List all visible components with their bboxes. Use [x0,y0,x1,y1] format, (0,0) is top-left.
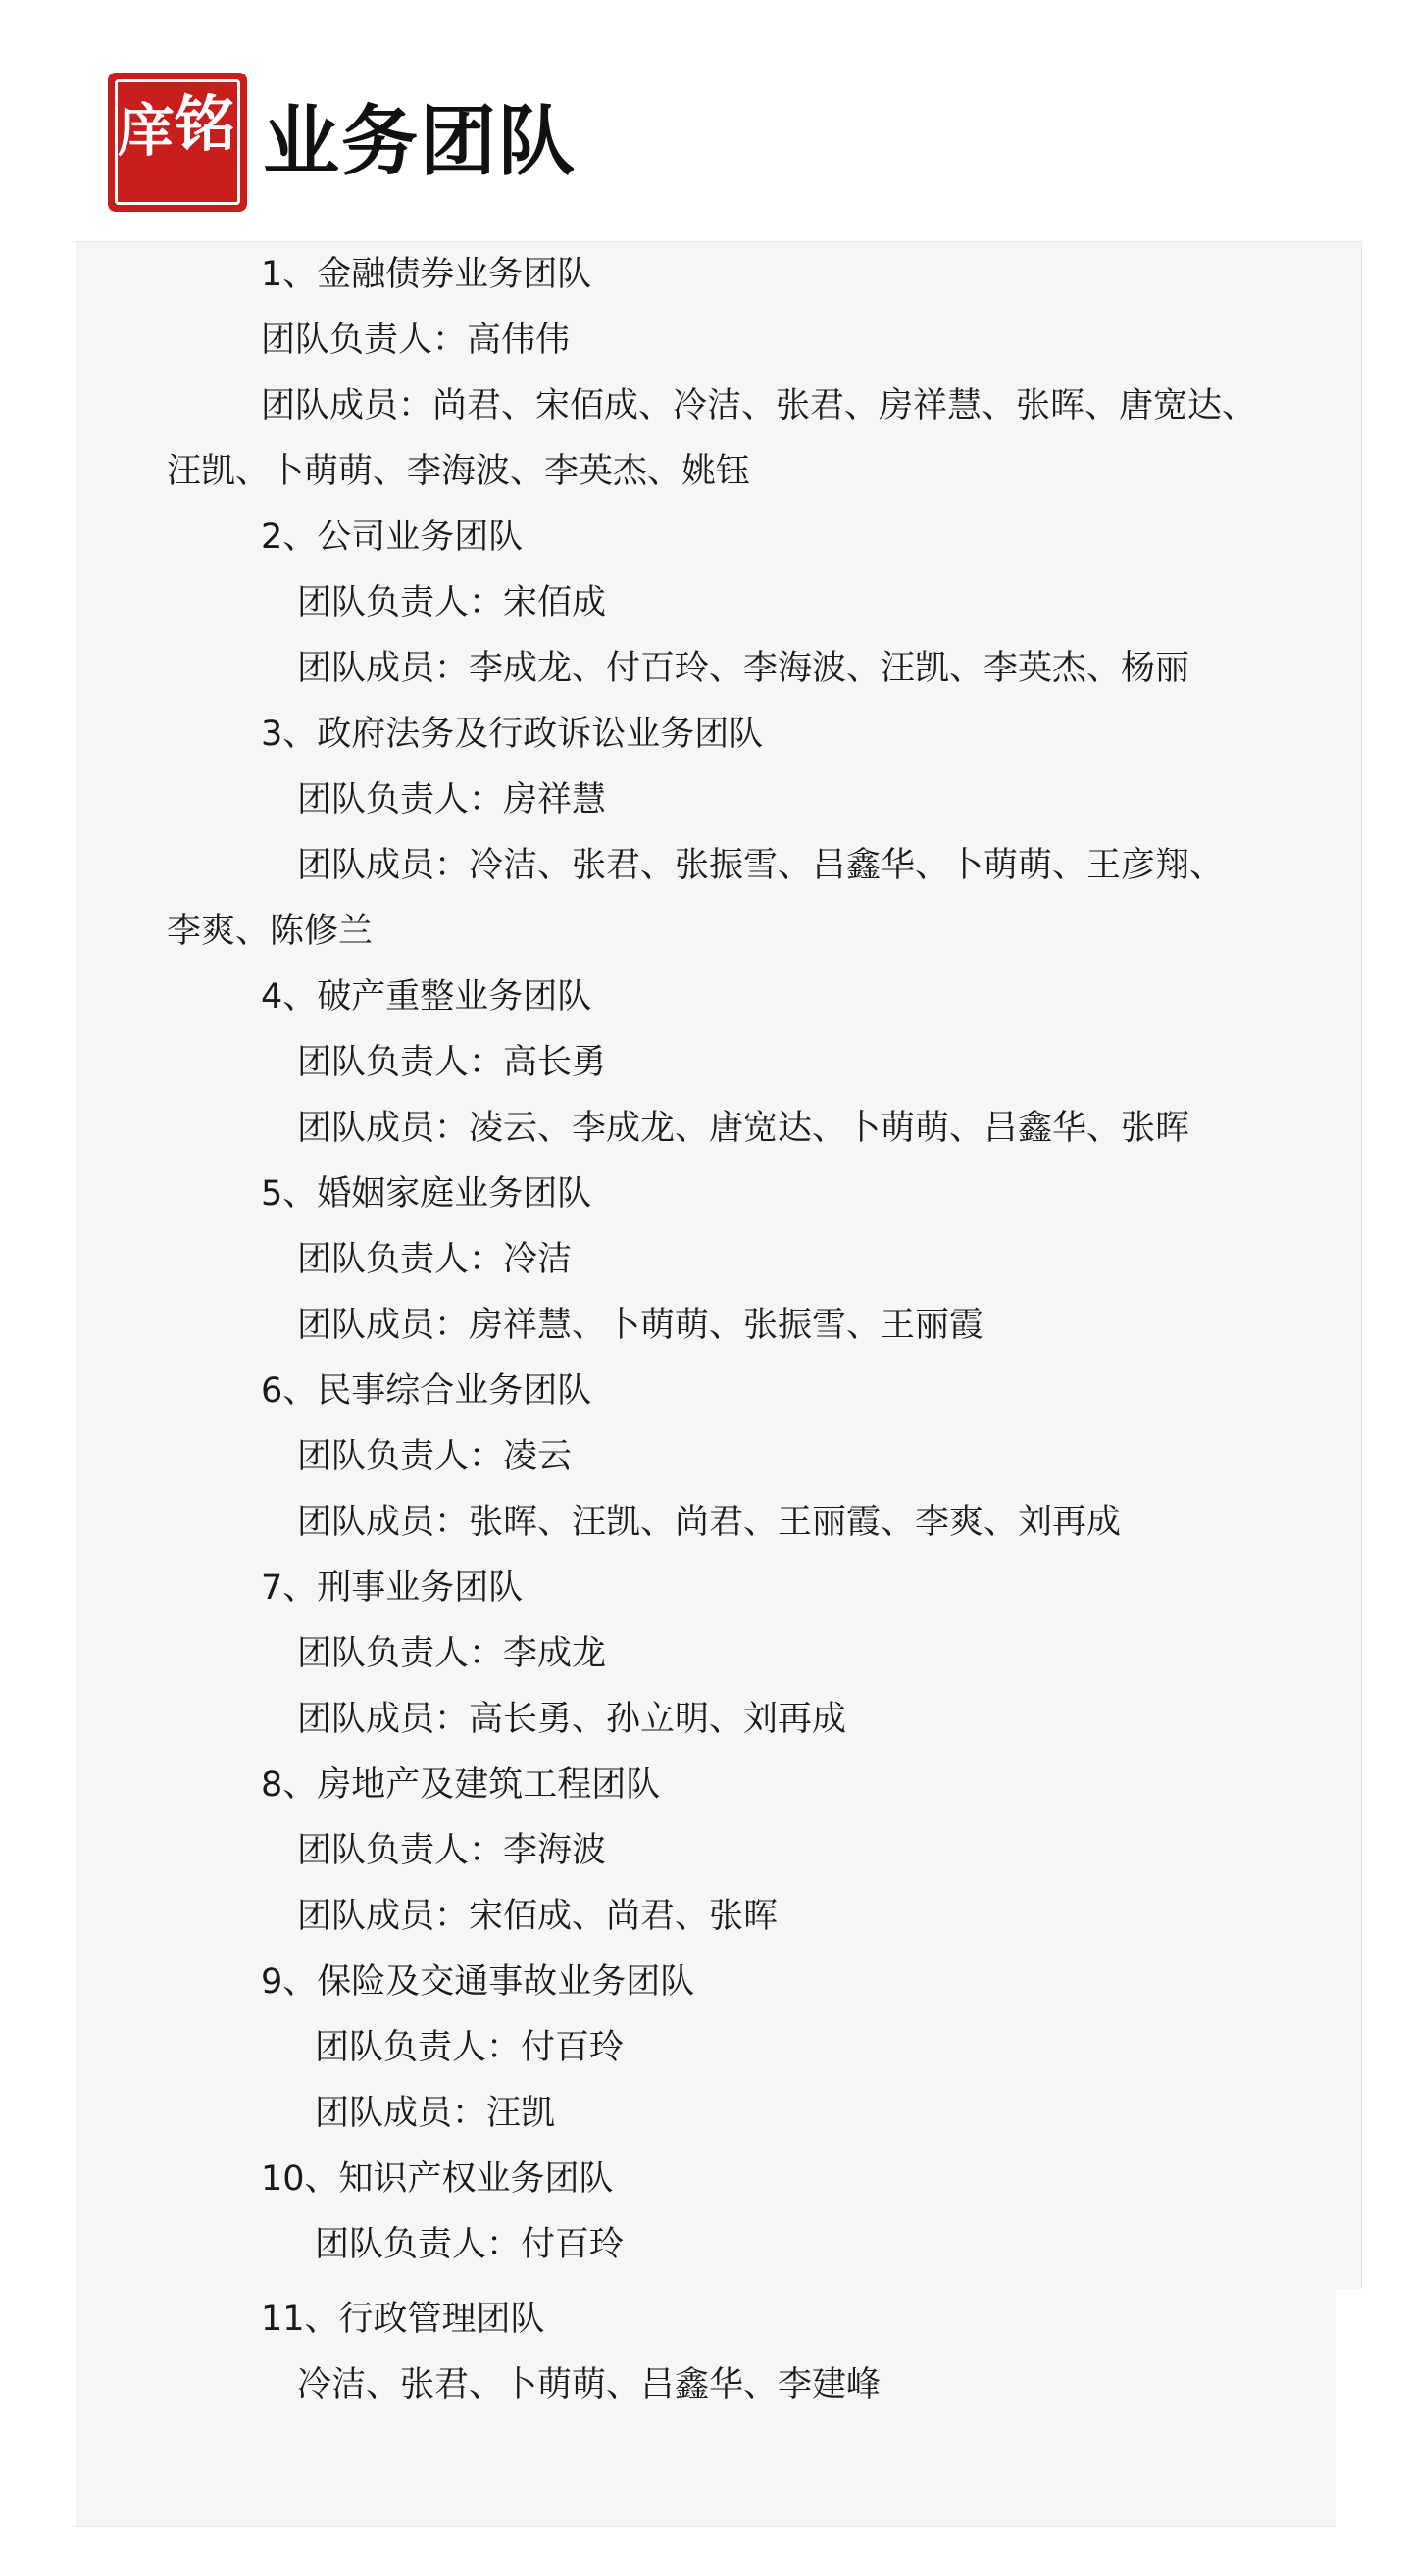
team-members: 团队成员：冷洁、张君、张振雪、吕鑫华、卜萌萌、王彦翔、 [297,846,1225,885]
team-leader: 团队负责人：宋佰成 [297,583,607,622]
team-members: 团队成员：宋佰成、尚君、张晖 [297,1897,779,1936]
team-leader: 团队负责人：付百玲 [315,2028,625,2067]
team-leader: 团队负责人：高长勇 [297,1043,607,1082]
seal-char-right: 铭 [175,87,236,160]
team-leader: 团队负责人：冷洁 [297,1240,573,1279]
team-heading: 4、破产重整业务团队 [261,977,592,1016]
team-heading: 6、民事综合业务团队 [261,1371,592,1411]
panel-edge-notch [1336,2289,1376,2544]
team-members-continued: 李爽、陈修兰 [167,912,374,951]
team-heading: 9、保险及交通事故业务团队 [261,1962,695,2002]
team-heading: 3、政府法务及行政诉讼业务团队 [261,715,764,754]
team-heading: 8、房地产及建筑工程团队 [261,1765,661,1805]
team-members: 团队成员：房祥慧、卜萌萌、张振雪、王丽霞 [297,1306,984,1345]
team-members: 团队成员：尚君、宋佰成、冷洁、张君、房祥慧、张晖、唐宽达、 [261,386,1257,425]
team-members: 团队成员：凌云、李成龙、唐宽达、卜萌萌、吕鑫华、张晖 [297,1109,1190,1148]
team-members: 团队成员：汪凯 [315,2094,556,2133]
team-heading: 5、婚姻家庭业务团队 [261,1174,592,1214]
team-heading: 10、知识产权业务团队 [261,2159,614,2199]
team-leader: 团队负责人：房祥慧 [297,780,607,819]
page-header [108,71,577,213]
team-heading: 1、金融债券业务团队 [261,255,592,294]
team-leader: 团队负责人：付百玲 [315,2225,625,2264]
seal-char-left: 庠 [118,96,176,164]
team-members: 团队成员：张晖、汪凯、尚君、王丽霞、李爽、刘再成 [297,1503,1122,1542]
team-leader: 团队负责人：高伟伟 [261,321,571,360]
team-members: 团队成员：高长勇、孙立明、刘再成 [297,1700,847,1739]
page-title: 业务团队 [263,97,578,186]
team-heading: 2、公司业务团队 [261,518,524,557]
team-members-continued: 汪凯、卜萌萌、李海波、李英杰、姚钰 [167,452,751,491]
team-leader: 团队负责人：李成龙 [297,1634,607,1673]
team-heading: 7、刑事业务团队 [261,1568,524,1608]
team-list [76,242,1361,2526]
firm-seal-logo [108,73,247,212]
team-leader: 团队负责人：李海波 [297,1831,607,1870]
team-members: 冷洁、张君、卜萌萌、吕鑫华、李建峰 [297,2365,882,2404]
team-members: 团队成员：李成龙、付百玲、李海波、汪凯、李英杰、杨丽 [297,649,1190,688]
team-list-panel [76,241,1362,2527]
team-heading: 11、行政管理团队 [261,2300,545,2339]
team-leader: 团队负责人：凌云 [297,1437,573,1476]
